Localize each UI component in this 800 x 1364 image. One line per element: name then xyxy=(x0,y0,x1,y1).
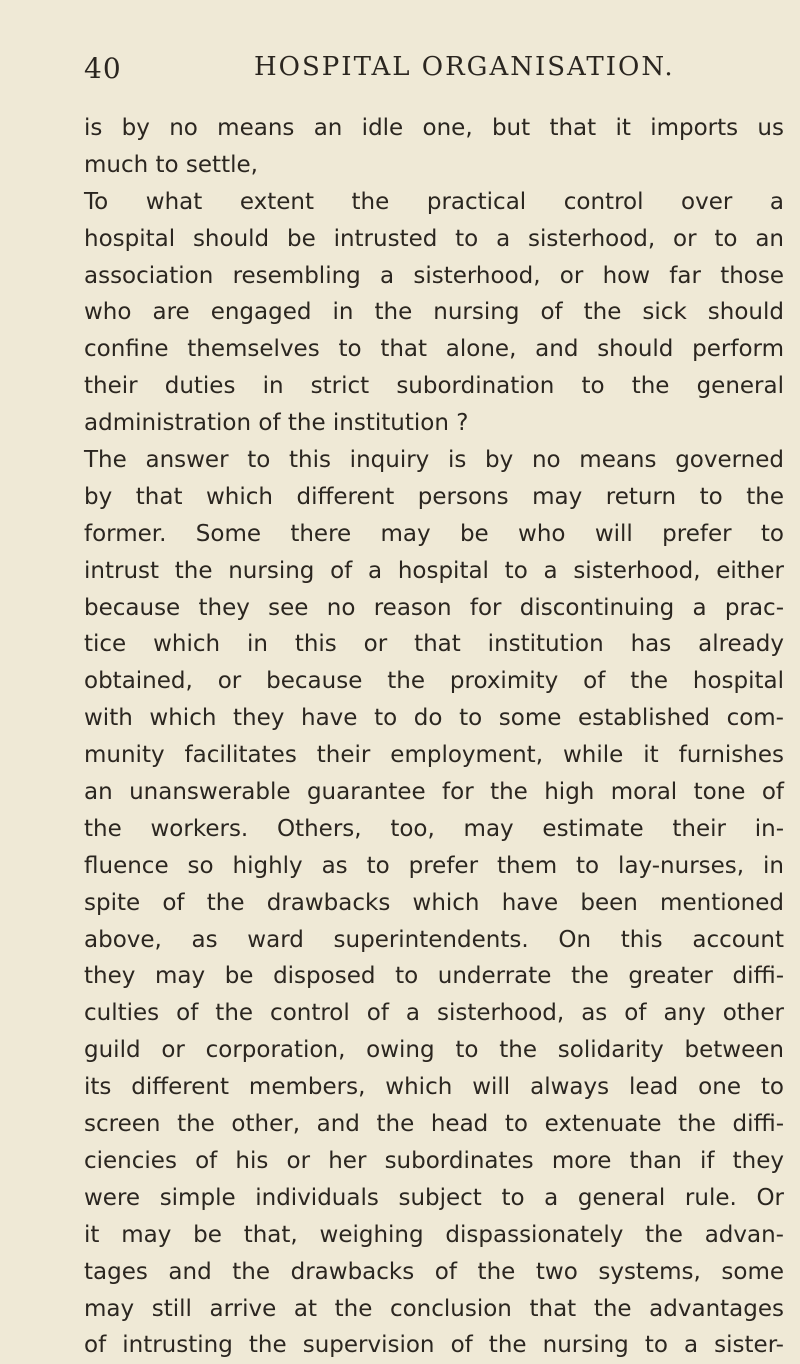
text-line: it may be that, weighing dispassionately the advan- xyxy=(84,1221,784,1248)
text-line: an unanswerable guarantee for the high moral tone of xyxy=(84,779,784,806)
text-line: with which they have to do to some established com- xyxy=(84,705,784,732)
text-line: association resembling a sisterhood, or how far those xyxy=(84,262,784,289)
text-line: tages and the drawbacks of the two systems, some xyxy=(84,1258,784,1285)
text-line: who are engaged in the nursing of the sick should xyxy=(84,299,784,326)
text-line: administration of the institution ? xyxy=(84,410,469,437)
text-line: spite of the drawbacks which have been mentioned xyxy=(84,889,784,916)
text-line: The answer to this inquiry is by no means governed xyxy=(84,447,784,474)
text-line: may still arrive at the conclusion that the advantages xyxy=(84,1295,784,1322)
text-line: munity facilitates their employment, while it furnishes xyxy=(84,742,784,769)
text-line: ciencies of his or her subordinates more than if they xyxy=(84,1147,784,1174)
text-line: culties of the control of a sisterhood, as of any other xyxy=(84,1000,784,1027)
text-line: former. Some there may be who will prefer to xyxy=(84,520,784,547)
body-text xyxy=(84,110,784,1364)
running-title: HOSPITAL ORGANISATION. xyxy=(254,52,675,82)
text-line: obtained, or because the proximity of the hospital xyxy=(84,668,784,695)
text-line: screen the other, and the head to extenuate the diffi- xyxy=(84,1111,784,1138)
text-line: the workers. Others, too, may estimate their in- xyxy=(84,815,784,842)
text-line: because they see no reason for discontinuing a prac- xyxy=(84,594,784,621)
page-header xyxy=(84,52,784,92)
text-line: tice which in this or that institution has already xyxy=(84,631,784,658)
text-line: confine themselves to that alone, and should perform xyxy=(84,336,784,363)
text-line: by that which different persons may return to the xyxy=(84,483,784,510)
text-line: they may be disposed to underrate the greater diffi- xyxy=(84,963,784,990)
text-line: intrust the nursing of a hospital to a sisterhood, either xyxy=(84,557,784,584)
text-line: its different members, which will always lead one to xyxy=(84,1074,784,1101)
text-line: their duties in strict subordination to the general xyxy=(84,373,784,400)
text-line: of intrusting the supervision of the nursing to a sister- xyxy=(84,1332,784,1359)
text-line: much to settle, xyxy=(84,151,258,178)
text-line: hospital should be intrusted to a sisterhood, or to an xyxy=(84,225,784,252)
text-line: guild or corporation, owing to the solidarity between xyxy=(84,1037,784,1064)
text-line: is by no means an idle one, but that it imports us xyxy=(84,115,784,141)
text-line: were simple individuals subject to a general rule. Or xyxy=(84,1184,784,1211)
text-line: above, as ward superintendents. On this account xyxy=(84,926,784,953)
text-line: To what extent the practical control over a xyxy=(84,188,784,215)
page-number: 40 xyxy=(84,52,122,85)
text-line: fluence so highly as to prefer them to lay-nurses, in xyxy=(84,852,784,879)
